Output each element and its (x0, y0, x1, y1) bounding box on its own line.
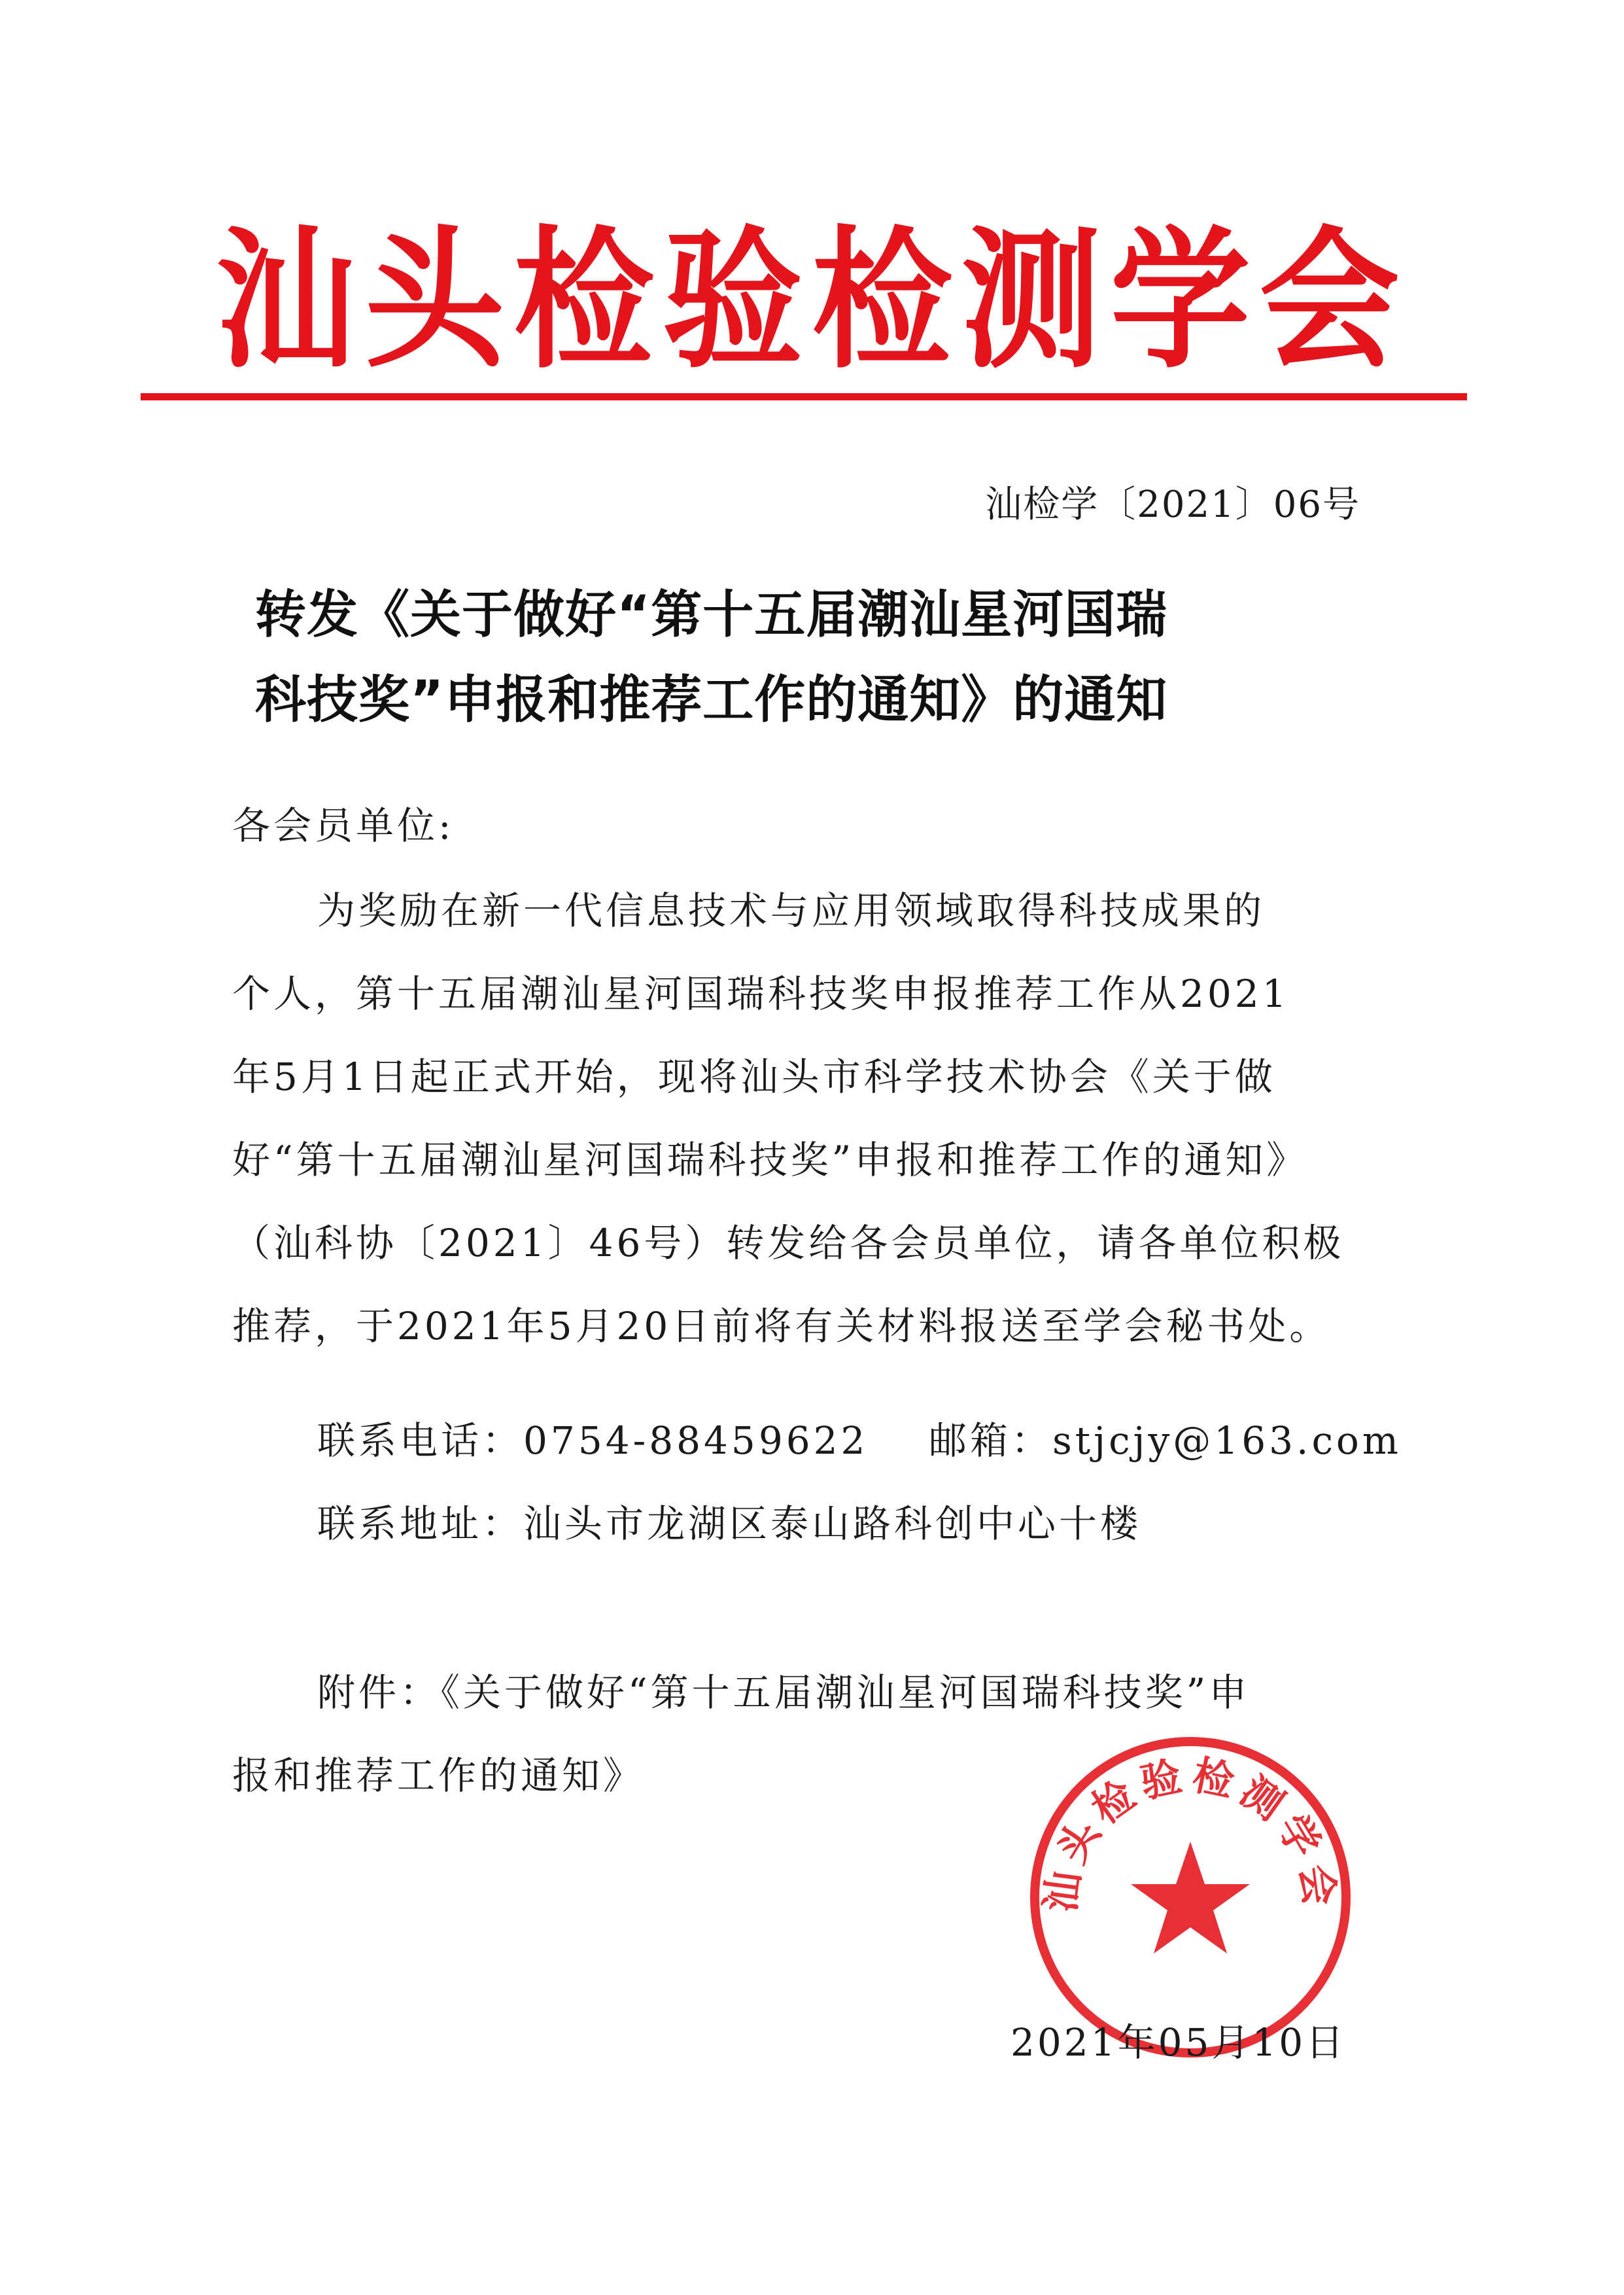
attachment-line: 附件：《关于做好“第十五届潮汕星河国瑞科技奖”申 (317, 1670, 1251, 1715)
contact-address (317, 1493, 1141, 1548)
paragraph-line: 好“第十五届潮汕星河国瑞科技奖”申报和推荐工作的通知》 (232, 1138, 1308, 1182)
contact-email (929, 1410, 1402, 1465)
email-label: 邮箱： (929, 1418, 1053, 1463)
masthead-org-name: 汕头检验检测学会 (215, 212, 1409, 389)
document-number: 汕检学〔2021〕06号 (985, 483, 1360, 526)
document-title (255, 572, 1380, 743)
title-line-2: 科技奖”申报和推荐工作的通知》的通知 (255, 671, 1168, 729)
attachment-line: 报和推荐工作的通知》 (232, 1753, 645, 1798)
paragraph-line: 年5月1日起正式开始，现将汕头市科学技术协会《关于做 (232, 1055, 1276, 1099)
address-value: 汕头市龙湖区泰山路科创中心十楼 (523, 1501, 1142, 1546)
seal-star-icon (1131, 1842, 1250, 1953)
paragraph-line: 推荐，于2021年5月20日前将有关材料报送至学会秘书处。 (232, 1304, 1331, 1348)
document-date: 2021年05月10日 (1011, 2020, 1347, 2065)
paragraph-line: 个人，第十五届潮汕星河国瑞科技奖申报推荐工作从2021 (232, 972, 1290, 1016)
email-value: stjcjy@163.com (1052, 1418, 1402, 1463)
phone-label: 联系电话： (317, 1418, 524, 1463)
paragraph-line: 为奖励在新一代信息技术与应用领域取得科技成果的 (317, 888, 1266, 933)
seal-text: 汕头检验检测学会 (1036, 1751, 1345, 1915)
contact-phone (317, 1410, 868, 1465)
masthead-divider (141, 393, 1467, 400)
paragraph-line: （汕科协〔2021〕46号）转发给各会员单位，请各单位积极 (232, 1221, 1345, 1265)
salutation: 各会员单位: (232, 803, 455, 848)
address-label: 联系地址： (317, 1501, 524, 1546)
phone-value: 0754-88459622 (523, 1418, 869, 1463)
title-line-1: 转发《关于做好“第十五届潮汕星河国瑞 (255, 586, 1168, 644)
